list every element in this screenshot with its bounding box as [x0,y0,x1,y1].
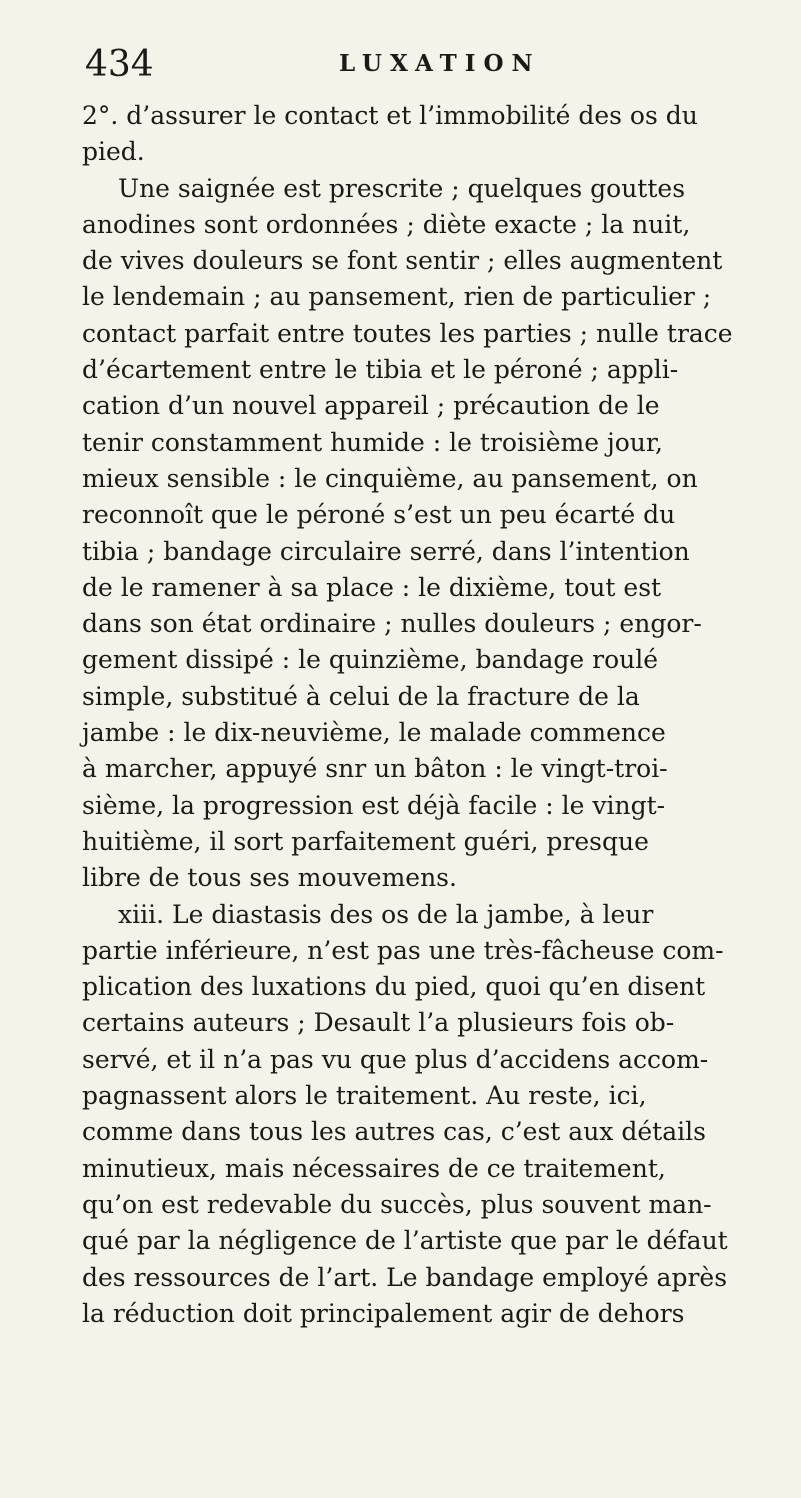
text-line: gement dissipé : le quinzième, bandage roulé [82,645,659,675]
text-line: d’écartement entre le tibia et le péroné ; appli- [82,355,679,385]
text-line: la réduction doit principalement agir de dehors [82,1298,685,1328]
text-line: reconnoît que le péroné s’est un peu écarté du [82,500,676,530]
text-line: qué par la négligence de l’artiste que par le défaut [82,1226,728,1256]
paragraph-start-line: Une saignée est prescrite ; quelques gouttes [118,173,686,203]
text-line: anodines sont ordonnées ; diète exacte ; la nuit, [82,209,691,239]
text-line: jambe : le dix-neuvième, le malade commence [82,718,666,748]
text-line: sième, la progression est déjà facile : le vingt- [82,790,666,820]
paragraph-start-line: xiii. Le diastasis des os de la jambe, à leur [118,899,654,929]
text-line: cation d’un nouvel appareil ; précaution de le [82,391,660,421]
text-line: plication des luxations du pied, quoi qu’en disent [82,972,706,1002]
text-line: 2°. d’assurer le contact et l’immobilité des os du [82,101,698,130]
text-line: pied. [82,137,145,167]
text-line: mieux sensible : le cinquième, au pansement, on [82,463,698,493]
text-line: de le ramener à sa place : le dixième, tout est [82,572,662,602]
text-line: comme dans tous les autres cas, c’est aux détails [82,1117,706,1147]
text-line: certains auteurs ; Desault l’a plusieurs fois ob- [82,1008,675,1038]
text-line: servé, et il n’a pas vu que plus d’accidens accom- [82,1044,709,1074]
page-number: 434 [85,44,154,85]
text-line: à marcher, appuyé snr un bâton : le vingt-troi- [82,754,668,784]
text-line: le lendemain ; au pansement, rien de particulier ; [82,282,712,312]
text-line: simple, substitué à celui de la fracture de la [82,681,640,711]
text-line: partie inférieure, n’est pas une très-fâcheuse com- [82,935,724,965]
text-line: qu’on est redevable du succès, plus souvent man- [82,1189,712,1219]
text-line: libre de tous ses mouvemens. [82,863,457,893]
text-line: de vives douleurs se font sentir ; elles augmentent [82,246,723,276]
text-line: pagnassent alors le traitement. Au reste, ici, [82,1081,647,1111]
page-header [85,40,705,90]
running-title: LUXATION [339,50,541,77]
text-line: contact parfait entre toutes les parties ; nulle trace [82,318,733,348]
text-line: huitième, il sort parfaitement guéri, presque [82,826,649,856]
text-line: minutieux, mais nécessaires de ce traitement, [82,1153,666,1183]
text-line: dans son état ordinaire ; nulles douleurs ; engor- [82,609,702,639]
text-line: tibia ; bandage circulaire serré, dans l’intention [82,536,690,566]
body-text [82,98,792,1332]
text-line: tenir constamment humide : le troisième jour, [82,427,663,457]
text-line: des ressources de l’art. Le bandage employé après [82,1262,728,1292]
